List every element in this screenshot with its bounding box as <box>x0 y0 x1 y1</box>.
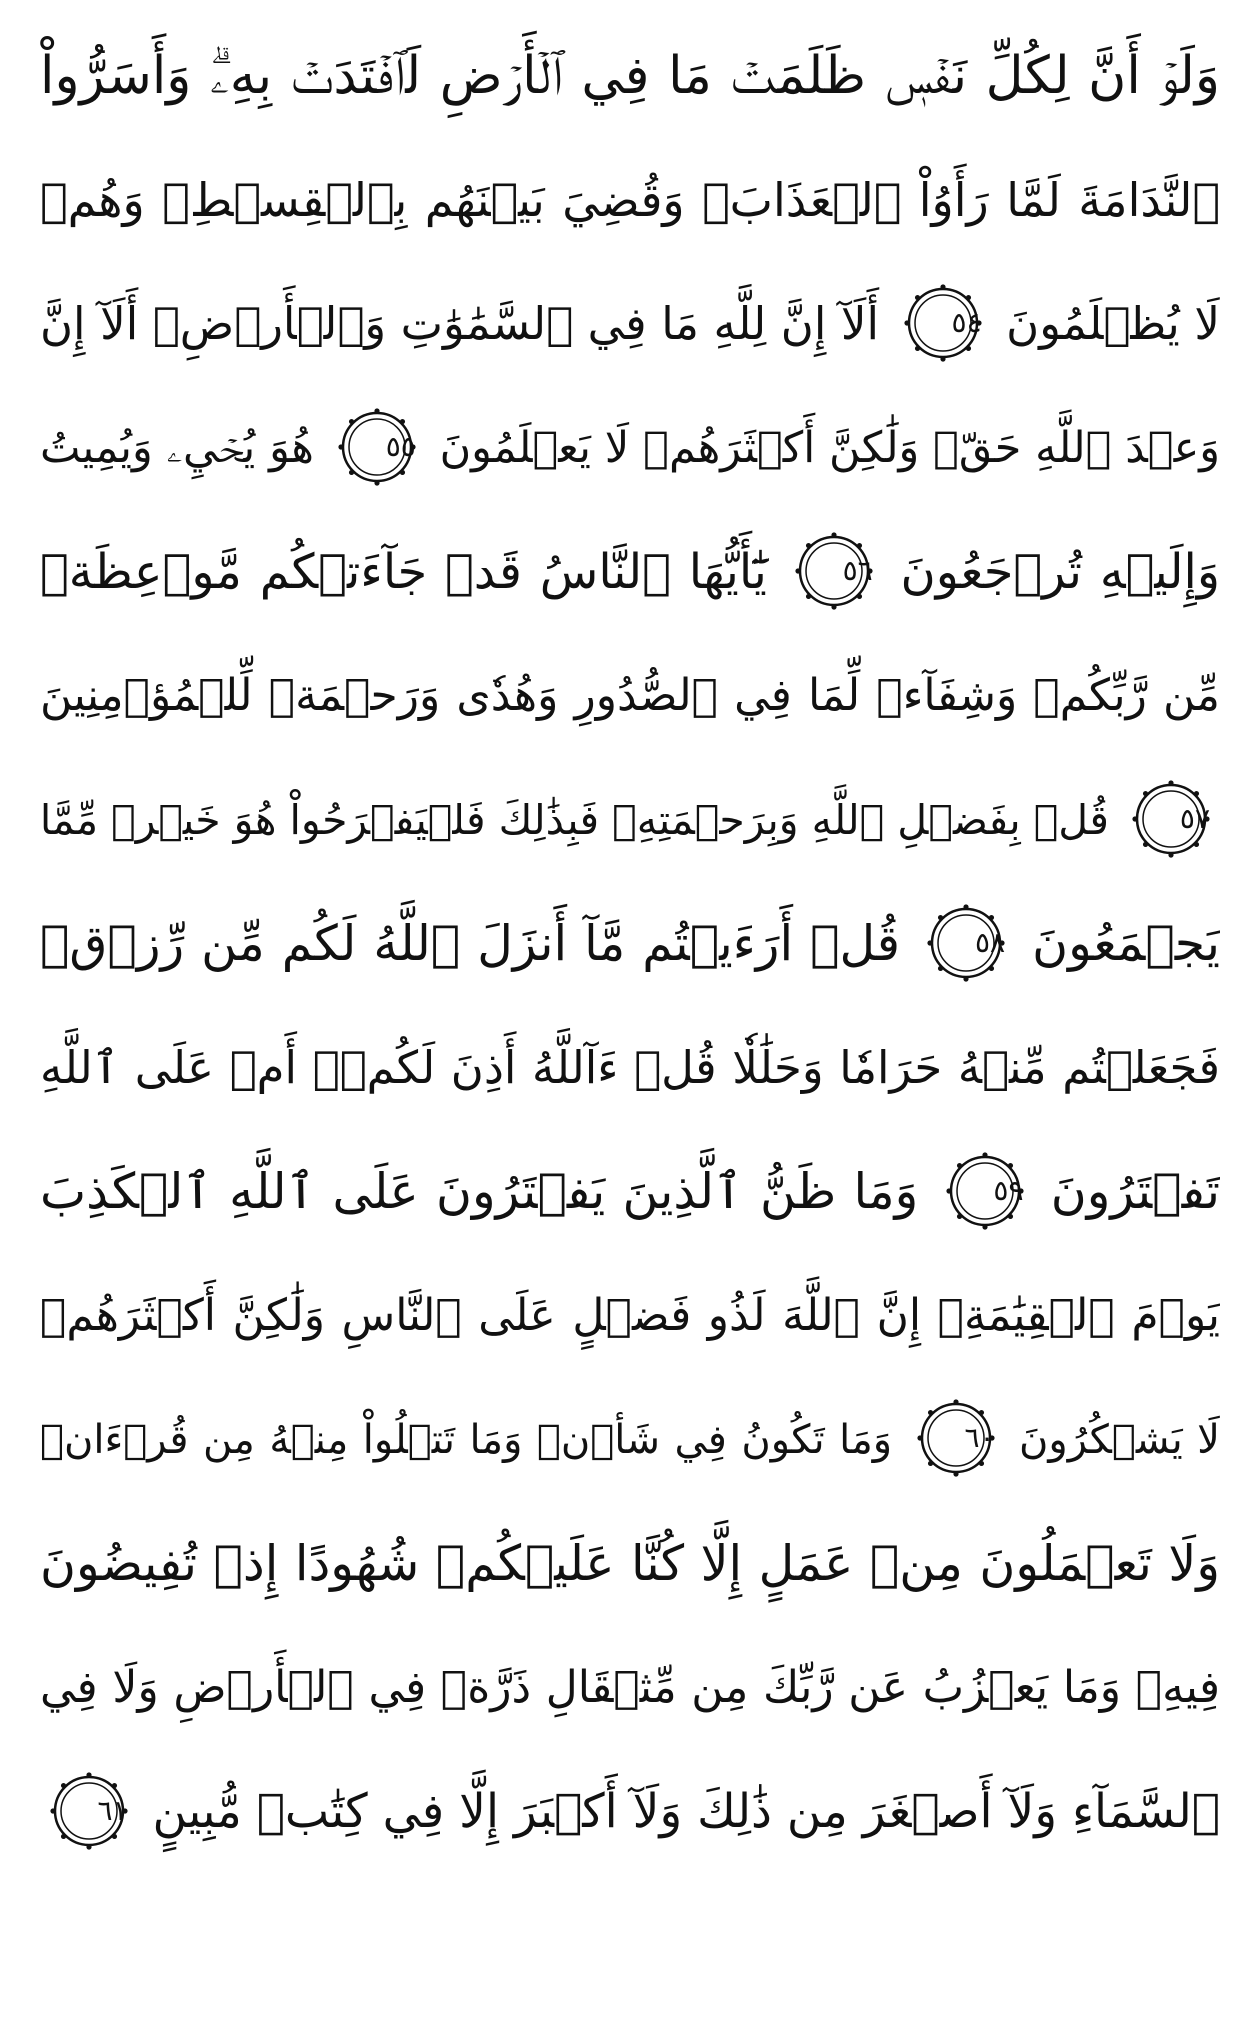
verse-text: وَمَا تَكُونُ فِي شَأۡنٖ وَمَا تَتۡلُواْ مِنۡهُ مِن قُرۡءَانٖ <box>40 1417 893 1463</box>
text-line <box>40 141 1220 259</box>
verse-text: وَعۡدَ ٱللَّهِ حَقّٞ وَلَٰكِنَّ أَكۡثَرَهُمۡ لَا يَعۡلَمُونَ <box>439 423 1220 473</box>
verse-text: فِيهِۚ وَمَا يَعۡزُبُ عَن رَّبِّكَ مِن مِّثۡقَالِ ذَرَّةٖ فِي ٱلۡأَرۡضِ وَلَا فِي <box>40 1662 1220 1713</box>
verse-text: قُلۡ بِفَضۡلِ ٱللَّهِ وَبِرَحۡمَتِهِۦ فَبِذَٰلِكَ فَلۡيَفۡرَحُواْ هُوَ خَيۡرٞ مِّمَّا <box>40 796 1109 844</box>
verse-text: قُلۡ أَرَءَيۡتُم مَّآ أَنزَلَ ٱللَّهُ لَكُم مِّن رِّزۡقٖ <box>40 915 901 972</box>
text-line <box>40 1753 1220 1871</box>
ayah-number-marker <box>50 1772 128 1850</box>
ayah-number: ٦١ <box>97 1793 128 1827</box>
verse-text: هُوَ يُحۡيِۦ وَيُمِيتُ <box>40 423 314 473</box>
ayah-number-marker <box>917 1399 995 1477</box>
ayah-number-marker <box>338 408 416 486</box>
verse-text: وَمَا ظَنُّ ٱلَّذِينَ يَفۡتَرُونَ عَلَى ٱللَّهِ ٱلۡكَذِبَ <box>40 1163 919 1220</box>
ayah-number-marker <box>795 532 873 610</box>
text-line <box>40 637 1220 755</box>
text-line <box>40 1133 1220 1251</box>
verse-text: وَلَا تَعۡمَلُونَ مِنۡ عَمَلٍ إِلَّا كُنَّا عَلَيۡكُمۡ شُهُودًا إِذۡ تُفِيضُونَ <box>40 1535 1220 1592</box>
ayah-number-marker <box>927 904 1005 982</box>
text-line <box>40 513 1220 631</box>
verse-text: وَلَوۡ أَنَّ لِكُلِّ نَفۡسٖ ظَلَمَتۡ مَا فِي ٱلۡأَرۡضِ لَٱفۡتَدَتۡ بِهِۦۗ وَأَسَرُّواْ <box>40 46 1220 106</box>
text-line <box>40 17 1220 135</box>
text-line <box>40 389 1220 507</box>
verse-text: يَوۡمَ ٱلۡقِيَٰمَةِۗ إِنَّ ٱللَّهَ لَذُو فَضۡلٍ عَلَى ٱلنَّاسِ وَلَٰكِنَّ أَكۡثَرَهُمۡ <box>40 1290 1220 1341</box>
ayah-number: ٥٧ <box>1179 802 1210 835</box>
mushaf-page <box>40 0 1220 2038</box>
text-line <box>40 1257 1220 1375</box>
text-line <box>40 1505 1220 1623</box>
verse-text: لَا يَشۡكُرُونَ <box>1019 1417 1220 1463</box>
text-line <box>40 1009 1220 1127</box>
ayah-number-marker <box>1132 780 1210 858</box>
verse-text: فَجَعَلۡتُم مِّنۡهُ حَرَامٗا وَحَلَٰلٗا قُلۡ ءَآللَّهُ أَذِنَ لَكُمۡۖ أَمۡ عَلَى ٱللَّهِ <box>40 1041 1220 1094</box>
ayah-number: ٥٩ <box>993 1173 1024 1207</box>
ayah-number: ٥٦ <box>842 554 873 587</box>
text-line <box>40 1381 1220 1499</box>
ayah-number: ٥٥ <box>385 429 416 463</box>
verse-text: تَفۡتَرُونَ <box>1050 1163 1220 1220</box>
verse-text: أَلَآ إِنَّ لِلَّهِ مَا فِي ٱلسَّمَٰوَٰتِ وَٱلۡأَرۡضِۗ أَلَآ إِنَّ <box>40 297 880 350</box>
ayah-number: ٥٤ <box>951 306 982 339</box>
verse-text: ٱلسَّمَآءِ وَلَآ أَصۡغَرَ مِن ذَٰلِكَ وَلَآ أَكۡبَرَ إِلَّا فِي كِتَٰبٖ مُّبِينٍ <box>152 1784 1220 1839</box>
ayah-number-marker <box>904 284 982 362</box>
verse-text: لَا يُظۡلَمُونَ <box>1006 297 1220 350</box>
text-line <box>40 1629 1220 1747</box>
verse-text: يَجۡمَعُونَ <box>1032 915 1220 972</box>
ayah-number: ٥٨ <box>974 925 1006 959</box>
verse-text: ٱلنَّدَامَةَ لَمَّا رَأَوُاْ ٱلۡعَذَابَۖ وَقُضِيَ بَيۡنَهُم بِٱلۡقِسۡطِۚ وَهُمۡ <box>40 173 1220 227</box>
ayah-number: ٦٠ <box>964 1421 995 1454</box>
verse-text: يَٰٓأَيُّهَا ٱلنَّاسُ قَدۡ جَآءَتۡكُم مَّوۡعِظَةٞ <box>40 544 767 600</box>
text-line <box>40 265 1220 383</box>
verse-text: وَإِلَيۡهِ تُرۡجَعُونَ <box>900 544 1220 600</box>
verse-text: مِّن رَّبِّكُمۡ وَشِفَآءٞ لِّمَا فِي ٱلصُّدُورِ وَهُدٗى وَرَحۡمَةٞ لِّلۡمُؤۡمِنِينَ <box>40 670 1220 721</box>
ayah-number-marker <box>946 1152 1024 1230</box>
text-line <box>40 885 1220 1003</box>
text-line <box>40 761 1220 879</box>
